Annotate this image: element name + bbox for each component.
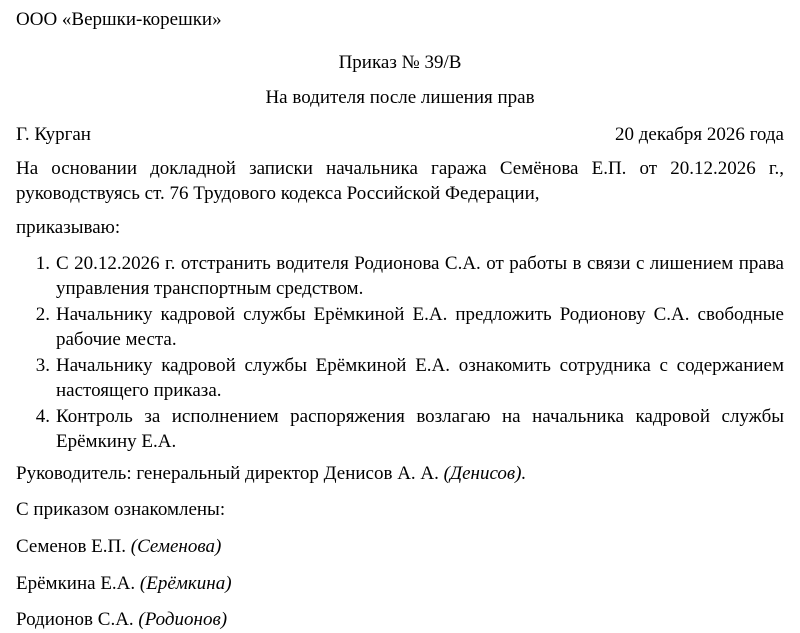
order-date: 20 декабря 2026 года	[614, 124, 784, 145]
person-name: Семенов Е.П.	[16, 536, 127, 558]
order-item-text: Начальнику кадровой службы Ерёмкиной Е.А. предложить Родионову С.А. свободные рабочие места.	[56, 303, 784, 350]
acknowledgement-line	[16, 608, 784, 633]
order-item-number: 2.	[35, 303, 50, 325]
order-item	[16, 251, 784, 301]
order-item	[16, 404, 784, 454]
order-item-text: Начальнику кадровой службы Ерёмкиной Е.А. ознакомить сотрудника с содержанием настоящего приказа.	[56, 354, 784, 401]
order-place: Г. Курган	[16, 124, 91, 145]
head-label: Руководитель: генеральный директор Денисов А. А.	[16, 462, 439, 484]
person-signature: (Семенова)	[130, 536, 222, 558]
order-item	[16, 302, 784, 352]
order-preamble: На основании докладной записки начальника гаража Семёнова Е.П. от 20.12.2026 г., руководствуясь ст. 76 Трудового кодекса Российской Федерации,	[16, 158, 784, 204]
order-item	[16, 353, 784, 403]
person-signature: (Ерёмкина)	[139, 572, 232, 594]
order-subject: На водителя после лишения прав	[265, 87, 535, 108]
acknowledgement-line	[16, 535, 784, 560]
person-name: Ерёмкина Е.А.	[16, 572, 136, 594]
acknowledgement-line	[16, 572, 784, 597]
order-word: приказываю:	[16, 217, 121, 238]
acknowledgement-title: С приказом ознакомлены:	[16, 499, 226, 521]
order-item-text: С 20.12.2026 г. отстранить водителя Родионова С.А. от работы в связи с лишением права управления транспортным средством.	[56, 252, 784, 299]
order-title: Приказ № 39/В	[338, 52, 462, 73]
order-item-number: 1.	[35, 252, 50, 274]
person-name: Родионов С.А.	[16, 609, 134, 631]
head-signature: (Денисов).	[443, 462, 527, 484]
order-items-list	[16, 251, 784, 454]
order-item-text: Контроль за исполнением распоряжения возлагаю на начальника кадровой службы Ерёмкину Е.А.	[56, 405, 784, 452]
order-item-number: 4.	[35, 405, 50, 427]
organization-name: ООО «Вершки-корешки»	[16, 9, 222, 30]
order-item-number: 3.	[35, 354, 50, 376]
person-signature: (Родионов)	[138, 609, 228, 631]
head-signature-line	[16, 462, 784, 487]
place-date-row	[16, 123, 784, 149]
